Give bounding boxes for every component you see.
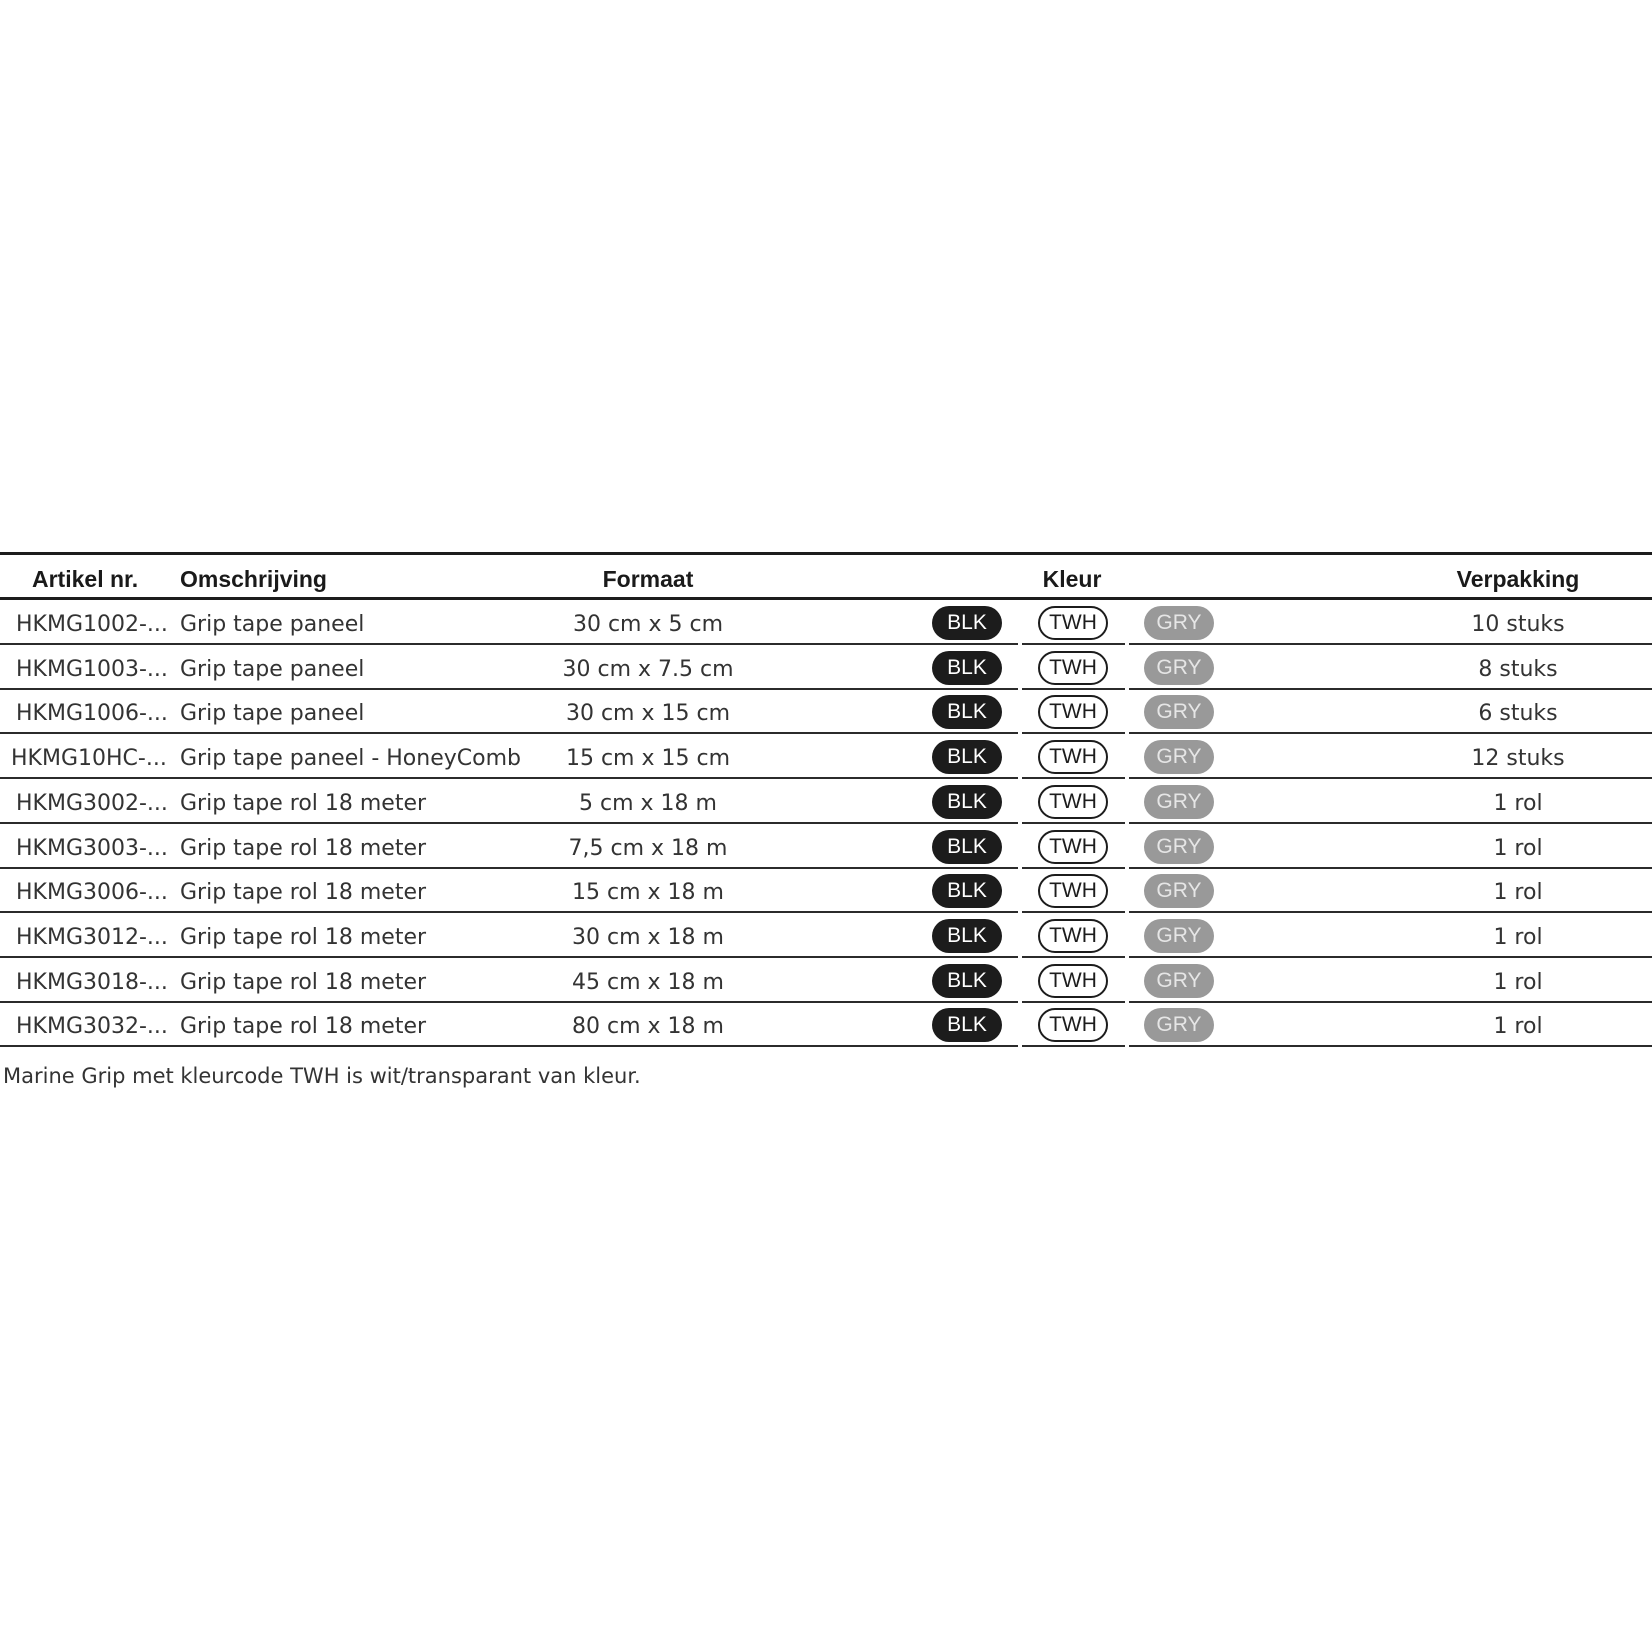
cell-omschrijving: Grip tape paneel xyxy=(180,701,365,727)
color-badge-twh: TWH xyxy=(1038,919,1108,953)
header-omschrijving: Omschrijving xyxy=(180,566,327,592)
row-divider xyxy=(0,1045,1018,1047)
table-row xyxy=(0,600,1652,645)
cell-formaat: 30 cm x 15 cm xyxy=(565,701,731,727)
cell-omschrijving: Grip tape rol 18 meter xyxy=(180,880,427,906)
cell-artikel: HKMG10HC-... xyxy=(11,746,167,772)
color-badge-twh: TWH xyxy=(1038,651,1108,685)
color-badge-blk: BLK xyxy=(932,695,1002,729)
color-badge-gry: GRY xyxy=(1144,919,1214,953)
table-row xyxy=(0,913,1652,958)
cell-verpakking: 1 rol xyxy=(1493,835,1543,861)
table-row xyxy=(0,868,1652,913)
color-badge-blk: BLK xyxy=(932,874,1002,908)
color-badge-gry: GRY xyxy=(1144,830,1214,864)
cell-omschrijving: Grip tape rol 18 meter xyxy=(180,924,427,950)
cell-artikel: HKMG3032-... xyxy=(16,1014,168,1040)
cell-formaat: 30 cm x 18 m xyxy=(572,924,724,950)
header-artikel: Artikel nr. xyxy=(32,566,139,592)
table-row xyxy=(0,779,1652,824)
table-row xyxy=(0,824,1652,869)
table-row xyxy=(0,645,1652,690)
cell-formaat: 30 cm x 5 cm xyxy=(572,612,724,637)
header-kleur: Kleur xyxy=(1042,566,1102,592)
cell-formaat: 15 cm x 15 cm xyxy=(565,746,731,772)
cell-omschrijving: Grip tape paneel xyxy=(180,612,365,637)
header-formaat: Formaat xyxy=(602,566,694,592)
color-badge-blk: BLK xyxy=(932,740,1002,774)
color-badge-twh: TWH xyxy=(1038,830,1108,864)
color-badge-twh: TWH xyxy=(1038,606,1108,640)
cell-artikel: HKMG3003-... xyxy=(16,835,168,861)
table-row xyxy=(0,958,1652,1003)
cell-verpakking: 1 rol xyxy=(1493,880,1543,906)
cell-omschrijving: Grip tape rol 18 meter xyxy=(180,835,427,861)
cell-verpakking: 1 rol xyxy=(1493,924,1543,950)
cell-verpakking: 10 stuks xyxy=(1471,612,1565,637)
cell-artikel: HKMG3002-... xyxy=(16,790,168,816)
color-badge-blk: BLK xyxy=(932,606,1002,640)
cell-formaat: 5 cm x 18 m xyxy=(579,790,717,816)
color-badge-twh: TWH xyxy=(1038,740,1108,774)
cell-artikel: HKMG3012-... xyxy=(16,924,168,950)
cell-artikel: HKMG1003-... xyxy=(16,656,168,682)
cell-verpakking: 12 stuks xyxy=(1471,746,1565,772)
color-badge-twh: TWH xyxy=(1038,695,1108,729)
color-badge-gry: GRY xyxy=(1144,740,1214,774)
color-badge-blk: BLK xyxy=(932,651,1002,685)
color-badge-gry: GRY xyxy=(1144,964,1214,998)
cell-verpakking: 1 rol xyxy=(1493,790,1543,816)
cell-formaat: 7,5 cm x 18 m xyxy=(568,835,728,861)
cell-verpakking: 8 stuks xyxy=(1478,656,1558,682)
cell-formaat: 30 cm x 7.5 cm xyxy=(562,656,734,682)
color-badge-gry: GRY xyxy=(1144,1008,1214,1042)
color-badge-twh: TWH xyxy=(1038,1008,1108,1042)
color-badge-blk: BLK xyxy=(932,1008,1002,1042)
cell-artikel: HKMG1002-... xyxy=(16,612,168,637)
color-badge-gry: GRY xyxy=(1144,695,1214,729)
header-verpakking: Verpakking xyxy=(1456,566,1580,592)
color-badge-twh: TWH xyxy=(1038,874,1108,908)
table-row xyxy=(0,1002,1652,1047)
color-badge-gry: GRY xyxy=(1144,874,1214,908)
color-badge-gry: GRY xyxy=(1144,606,1214,640)
cell-omschrijving: Grip tape rol 18 meter xyxy=(180,790,427,816)
color-badge-blk: BLK xyxy=(932,830,1002,864)
cell-omschrijving: Grip tape rol 18 meter xyxy=(180,969,427,995)
cell-formaat: 45 cm x 18 m xyxy=(572,969,724,995)
color-badge-gry: GRY xyxy=(1144,651,1214,685)
table-row xyxy=(0,734,1652,779)
row-divider xyxy=(1129,1045,1652,1047)
color-badge-twh: TWH xyxy=(1038,785,1108,819)
cell-formaat: 80 cm x 18 m xyxy=(572,1014,724,1040)
table-header-row xyxy=(0,555,1652,597)
cell-artikel: HKMG3018-... xyxy=(16,969,168,995)
cell-omschrijving: Grip tape paneel xyxy=(180,656,365,682)
row-divider xyxy=(1022,1045,1125,1047)
footnote: Marine Grip met kleurcode TWH is wit/transparant van kleur. xyxy=(3,1064,641,1088)
cell-verpakking: 1 rol xyxy=(1493,969,1543,995)
color-badge-blk: BLK xyxy=(932,919,1002,953)
cell-artikel: HKMG3006-... xyxy=(16,880,168,906)
cell-omschrijving: Grip tape rol 18 meter xyxy=(180,1014,427,1040)
cell-omschrijving: Grip tape paneel - HoneyComb xyxy=(180,746,521,772)
cell-verpakking: 6 stuks xyxy=(1478,701,1558,727)
color-badge-gry: GRY xyxy=(1144,785,1214,819)
table-row xyxy=(0,689,1652,734)
cell-artikel: HKMG1006-... xyxy=(16,701,168,727)
color-badge-blk: BLK xyxy=(932,964,1002,998)
color-badge-twh: TWH xyxy=(1038,964,1108,998)
cell-formaat: 15 cm x 18 m xyxy=(572,880,724,906)
color-badge-blk: BLK xyxy=(932,785,1002,819)
cell-verpakking: 1 rol xyxy=(1493,1014,1543,1040)
